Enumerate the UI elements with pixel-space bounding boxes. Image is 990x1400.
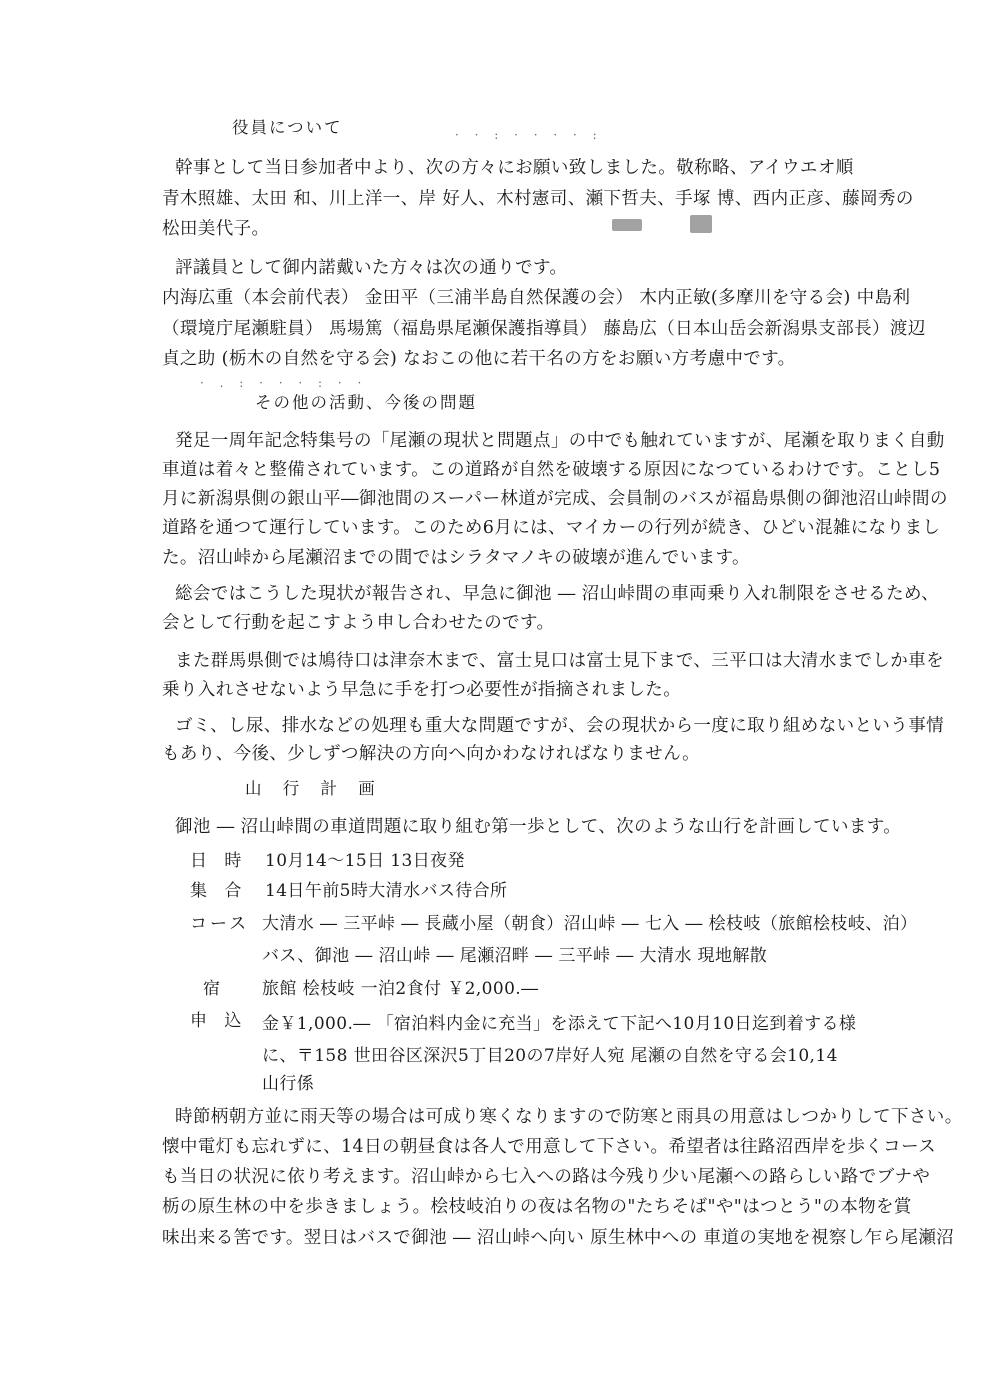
- activities-line: ゴミ、し尿、排水などの処理も重大な問題ですが、会の現状から一度に取り組めないという事情: [175, 716, 944, 736]
- plan-value-date: 10月14～15日 13日夜発: [265, 851, 465, 871]
- officers-line: 内海広重（本会前代表） 金田平（三浦半島自然保護の会） 木内正敏(多摩川を守る会) 中島利: [162, 288, 911, 308]
- scan-blot: [690, 215, 712, 233]
- plan-value-course: バス、御池 ― 沼山峠 ― 尾瀬沼畔 ― 三平峠 ― 大清水 現地解散: [262, 946, 768, 966]
- scan-speckle: · · : · · · · :: [455, 128, 603, 142]
- plan-label-course: コース: [190, 914, 250, 934]
- plan-value-application: 山行係: [262, 1074, 315, 1094]
- officers-line: 評議員として御内諾戴いた方々は次の通りです。: [175, 258, 568, 278]
- scan-blot: [612, 219, 642, 231]
- activities-line: 会として行動を起こすよう申し合わせたのです。: [162, 613, 555, 633]
- scan-speckle: · . : · · · : · ·: [200, 376, 368, 390]
- officers-line: 青木照雄、太田 和、川上洋一、岸 好人、木村憲司、瀬下哲夫、手塚 博、西内正彦、藤岡秀の: [162, 189, 914, 209]
- section-heading-plan: 山 行 計 画: [245, 779, 383, 798]
- activities-line: 乗り入れさせないよう早急に手を打つ必要性が指摘されました。: [162, 680, 682, 700]
- plan-value-lodging: 旅館 桧枝岐 一泊2食付 ￥2,000.―: [262, 979, 539, 999]
- plan-note-line: も当日の状況に依り考えます。沼山峠から七入への路は今残り少い尾瀬への路らしい路でブナや: [162, 1167, 931, 1187]
- activities-line: 総会ではこうした現状が報告され、早急に御池 ― 沼山峠間の車両乗り入れ制限をさせるため、: [175, 584, 940, 604]
- officers-line: （環境庁尾瀬駐員） 馬場篤（福島県尾瀬保護指導員） 藤島広（日本山岳会新潟県支部長）渡辺: [162, 319, 926, 339]
- activities-line: 月に新潟県側の銀山平―御池間のスーパー林道が完成、会員制のバスが福島県側の御池沼山峠間の: [162, 489, 948, 509]
- plan-label-application: 申 込: [190, 1011, 248, 1031]
- officers-line: 貞之助 (栃木の自然を守る会) なおこの他に若干名の方をお願い方考慮中です。: [162, 349, 796, 369]
- activities-line: もあり、今後、少しずつ解決の方向へ向かわなければなりません。: [162, 744, 701, 764]
- officers-line: 松田美代子。: [162, 219, 270, 239]
- plan-label-meeting: 集 合: [190, 881, 248, 901]
- plan-note-line: 栃の原生林の中を歩きましょう。桧枝岐泊りの夜は名物の"たちそば"や"はつとう"の本物を賞: [162, 1197, 912, 1217]
- plan-value-application: 金￥1,000.― 「宿泊料内金に充当」を添えて下記へ10月10日迄到着する様: [262, 1014, 857, 1034]
- plan-note-line: 懐中電灯も忘れずに、14日の朝昼食は各人で用意して下さい。希望者は往路沼西岸を歩くコース: [162, 1137, 936, 1157]
- activities-line: た。沼山峠から尾瀬沼までの間ではシラタマノキの破壊が進んでいます。: [162, 548, 750, 568]
- plan-value-course: 大清水 ― 三平峠 ― 長蔵小屋（朝食）沼山峠 ― 七入 ― 桧枝岐（旅館桧枝岐、泊）: [262, 914, 918, 934]
- plan-label-date: 日 時: [190, 851, 248, 871]
- officers-line: 幹事として当日参加者中より、次の方々にお願い致しました。敬称略、アイウエオ順: [175, 158, 854, 178]
- activities-line: 道路を通つて運行しています。このため6月には、マイカーの行列が続き、ひどい混雑になりまし: [162, 518, 941, 538]
- section-heading-activities: その他の活動、今後の問題: [255, 393, 477, 412]
- plan-note-line: 時節柄朝方並に雨天等の場合は可成り寒くなりますので防寒と雨具の用意はしつかりして下さい。: [175, 1107, 963, 1127]
- section-heading-officers: 役員について: [232, 118, 343, 137]
- activities-line: また群馬県側では鳩待口は津奈木まで、富士見口は富士見下まで、三平口は大清水までしか車を: [175, 651, 944, 671]
- plan-note-line: 味出来る筈です。翌日はバスで御池 ― 沼山峠へ向い 原生林中への 車道の実地を視察し乍ら尾瀬沼: [162, 1228, 955, 1248]
- activities-line: 車道は着々と整備されています。この道路が自然を破壊する原因になつているわけです。ことし5: [162, 460, 941, 480]
- activities-line: 発足一周年記念特集号の「尾瀬の現状と問題点」の中でも触れていますが、尾瀬を取りまく自動: [175, 431, 945, 451]
- plan-value-meeting: 14日午前5時大清水バス待合所: [265, 881, 508, 901]
- plan-label-lodging: 宿: [203, 979, 226, 999]
- plan-intro: 御池 ― 沼山峠間の車道問題に取り組む第一歩として、次のような山行を計画しています。: [175, 817, 902, 837]
- plan-value-application: に、〒158 世田谷区深沢5丁目20の7岸好人宛 尾瀬の自然を守る会10,14: [262, 1046, 838, 1066]
